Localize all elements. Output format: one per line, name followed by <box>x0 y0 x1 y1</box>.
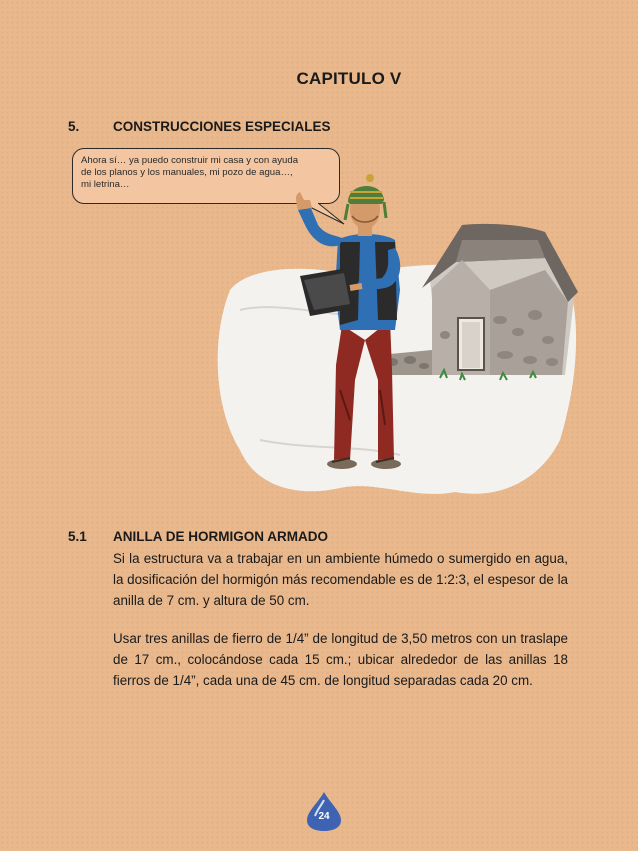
chapter-title: CAPITULO V <box>296 69 402 88</box>
speech-line: de los planos y los manuales, mi pozo de agua…, <box>81 167 293 178</box>
speech-line: Ahora sí… ya puedo construir mi casa y con ayuda <box>81 155 299 166</box>
page-number: 24 <box>318 811 330 822</box>
speech-line: mi letrina… <box>81 179 130 190</box>
paragraph: Si la estructura va a trabajar en un ambiente húmedo o sumergido en agua, la dosificación del hormigón más recomendable es de 1:2:3, el espesor de la anilla de 7 cm. y altura de 50 cm. <box>113 551 568 608</box>
man-with-house-illustration <box>200 170 585 505</box>
subsection-title: ANILLA DE HORMIGON ARMADO <box>113 529 328 544</box>
section-number: 5. <box>68 119 80 134</box>
paragraph: Usar tres anillas de fierro de 1/4” de longitud de 3,50 metros con un traslape de 17 cm., colocándose cada 15 cm.; ubicar alrededor de las anillas 18 fierros de 1/4”, cada una de 45 cm. de longitud separadas cada 20 cm. <box>113 631 568 688</box>
subsection-number: 5.1 <box>68 529 87 544</box>
section-title: CONSTRUCCIONES ESPECIALES <box>113 119 331 134</box>
